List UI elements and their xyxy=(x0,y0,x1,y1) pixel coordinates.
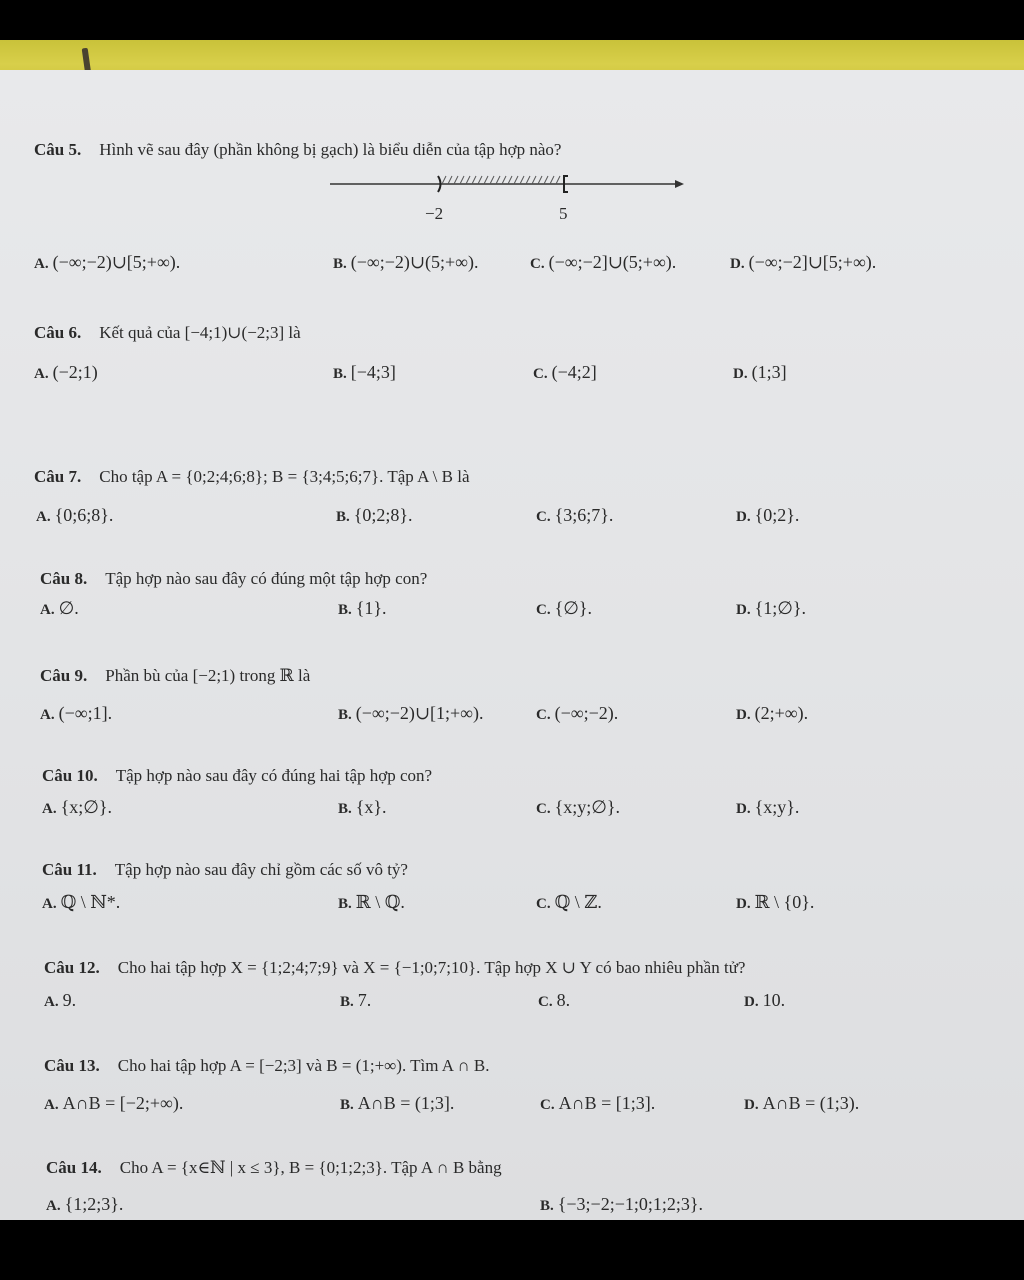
question-text: Cho tập A = {0;2;4;6;8}; B = {3;4;5;6;7}. Tập A \ B là xyxy=(99,467,470,486)
question-number: Câu 9. xyxy=(40,666,88,685)
question-text: Tập hợp nào sau đây có đúng hai tập hợp con? xyxy=(115,766,433,785)
question-text: Tập hợp nào sau đây chỉ gồm các số vô tỷ? xyxy=(114,860,408,879)
option-b: B. [−4;3] xyxy=(333,362,396,382)
option-b: B. A∩B = (1;3]. xyxy=(340,1093,455,1113)
option-a: A. ∅. xyxy=(40,598,79,618)
option-d: D. (−∞;−2]∪[5;+∞). xyxy=(730,252,877,272)
option-b: B. 7. xyxy=(340,990,372,1010)
question-number: Câu 6. xyxy=(34,323,82,342)
option-b: B. (−∞;−2)∪[1;+∞). xyxy=(338,703,484,723)
option-d: D. (2;+∞). xyxy=(736,703,809,723)
option-a: A. (−∞;1]. xyxy=(40,703,113,723)
option-d: D. A∩B = (1;3). xyxy=(744,1093,860,1113)
option-b: B. {x}. xyxy=(338,797,387,817)
option-d: D. ℝ \ {0}. xyxy=(736,892,815,912)
question-text: Hình vẽ sau đây (phần không bị gạch) là biểu diễn của tập hợp nào? xyxy=(99,140,562,159)
option-b: B. {1}. xyxy=(338,598,387,618)
question-text: Tập hợp nào sau đây có đúng một tập hợp con? xyxy=(105,569,428,588)
question-stem xyxy=(42,766,432,786)
option-c: C. (−4;2] xyxy=(533,362,597,382)
question-stem xyxy=(40,666,310,686)
option-c: C. {∅}. xyxy=(536,598,593,618)
option-c: C. (−∞;−2]∪(5;+∞). xyxy=(530,252,677,272)
option-b: B. (−∞;−2)∪(5;+∞). xyxy=(333,252,479,272)
option-d: D. {x;y}. xyxy=(736,797,800,817)
option-d: D. {0;2}. xyxy=(736,505,800,525)
numline-label-left: −2 xyxy=(425,204,444,223)
question-text: Cho hai tập hợp X = {1;2;4;7;9} và X = {−1;0;7;10}. Tập hợp X ∪ Y có bao nhiêu phần tử? xyxy=(117,958,746,977)
question-stem xyxy=(44,1056,490,1076)
option-c: C. {x;y;∅}. xyxy=(536,797,621,817)
option-c: C. A∩B = [1;3]. xyxy=(540,1093,656,1113)
option-a: A. 9. xyxy=(44,990,77,1010)
question-stem xyxy=(46,1158,502,1178)
option-a: A. A∩B = [−2;+∞). xyxy=(44,1093,184,1113)
question-number: Câu 12. xyxy=(44,958,100,977)
option-a: A. {0;6;8}. xyxy=(36,505,114,525)
number-line-arrow xyxy=(675,180,684,188)
option-a: A. (−2;1) xyxy=(34,362,98,382)
question-number: Câu 13. xyxy=(44,1056,100,1075)
question-text: Phần bù của [−2;1) trong ℝ là xyxy=(105,666,311,685)
option-a: A. {x;∅}. xyxy=(42,797,113,817)
worksheet-page xyxy=(0,70,1024,1220)
hatched-segment xyxy=(442,176,560,184)
question-stem xyxy=(34,467,470,487)
option-c: C. {3;6;7}. xyxy=(536,505,614,525)
option-d: D. 10. xyxy=(744,990,786,1010)
question-number: Câu 8. xyxy=(40,569,88,588)
option-d: D. (1;3] xyxy=(733,362,787,382)
question-stem xyxy=(34,140,561,160)
option-c: C. (−∞;−2). xyxy=(536,703,619,723)
option-d: D. {1;∅}. xyxy=(736,598,807,618)
option-a: A. {1;2;3}. xyxy=(46,1194,124,1214)
option-b: B. ℝ \ ℚ. xyxy=(338,892,405,912)
question-text: Kết quả của [−4;1)∪(−2;3] là xyxy=(99,323,301,342)
option-a: A. ℚ \ ℕ*. xyxy=(42,892,121,912)
number-line-figure xyxy=(330,172,690,232)
question-stem xyxy=(44,958,745,978)
option-b: B. {−3;−2;−1;0;1;2;3}. xyxy=(540,1194,704,1214)
question-stem xyxy=(40,569,427,589)
question-number: Câu 10. xyxy=(42,766,98,785)
question-number: Câu 14. xyxy=(46,1158,102,1177)
question-number: Câu 11. xyxy=(42,860,97,879)
option-a: A. (−∞;−2)∪[5;+∞). xyxy=(34,252,181,272)
numline-label-right: 5 xyxy=(559,204,568,223)
number-line-svg xyxy=(330,172,690,212)
question-text: Cho hai tập hợp A = [−2;3] và B = (1;+∞). Tìm A ∩ B. xyxy=(117,1056,490,1075)
question-stem xyxy=(42,860,408,880)
option-c: C. ℚ \ ℤ. xyxy=(536,892,602,912)
question-number: Câu 7. xyxy=(34,467,82,486)
question-number: Câu 5. xyxy=(34,140,82,159)
option-c: C. 8. xyxy=(538,990,571,1010)
option-b: B. {0;2;8}. xyxy=(336,505,413,525)
question-text: Cho A = {x∈ℕ | x ≤ 3}, B = {0;1;2;3}. Tập A ∩ B bằng xyxy=(119,1158,502,1177)
question-stem xyxy=(34,323,301,343)
